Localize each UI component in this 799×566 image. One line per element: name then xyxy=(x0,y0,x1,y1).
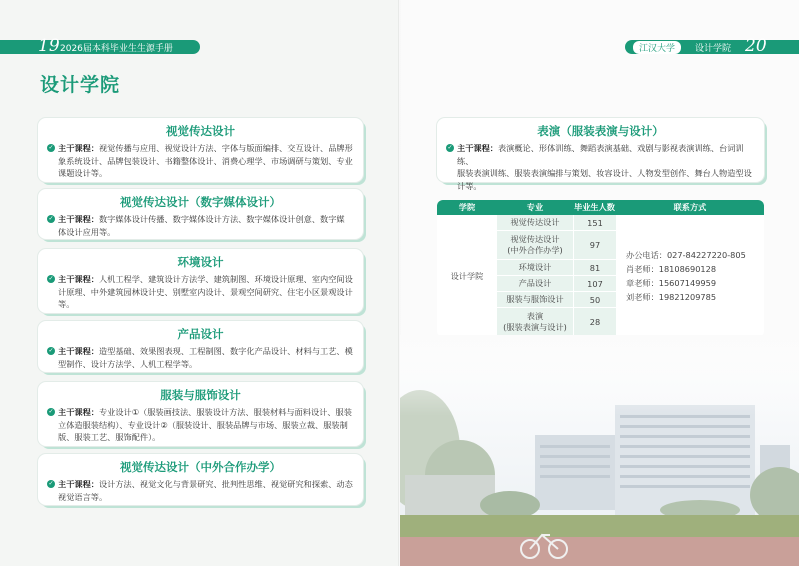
check-icon: ✓ xyxy=(447,144,453,151)
college-cell: 设计学院 xyxy=(437,215,497,337)
course-line: 人机工程学、建筑设计方法学、建筑制图、环境设计原理、室内空间设 xyxy=(98,274,353,284)
page-title: 设计学院 xyxy=(40,74,121,96)
course-line: 造型基础、效果图表现、工程制图、数字化产品设计、材料与工艺、模 xyxy=(98,346,353,356)
course-line: 数字媒体设计传播、数字媒体设计方法、数字媒体设计创意、数字媒 xyxy=(98,214,345,224)
major-card-fashion xyxy=(38,382,363,446)
major-card-sino-foreign xyxy=(38,454,363,505)
header-major: 专业 xyxy=(497,200,573,215)
course-label: 主干课程： xyxy=(58,274,99,284)
left-header-title: 2026届本科毕业生生源手册 xyxy=(60,44,173,54)
course-line: 服装表演训练、服装表演编排与策划、妆容设计、人物发型创作、舞台人物造型设 xyxy=(457,168,752,179)
major-courses xyxy=(49,345,353,370)
course-line: 体设计应用等。 xyxy=(58,226,116,237)
major-cell: 表演 (服装表演与设计) xyxy=(497,308,573,337)
check-icon: ✓ xyxy=(48,347,54,354)
count-cell: 97 xyxy=(573,231,616,260)
count-cell: 28 xyxy=(573,308,616,337)
contact-line: 肖老师：18108690128 xyxy=(626,264,717,274)
major-cell: 环境设计 xyxy=(497,260,573,276)
check-icon: ✓ xyxy=(48,408,54,415)
major-cell: 视觉传达设计 xyxy=(497,215,573,231)
major-card-visual-communication xyxy=(38,118,363,182)
course-label: 主干课程： xyxy=(58,214,99,224)
major-cell: 产品设计 xyxy=(497,276,573,292)
major-card-digital-media xyxy=(38,189,363,239)
course-line: 等。 xyxy=(58,299,75,310)
course-line: 型制作、设计方法学、人机工程学等。 xyxy=(58,358,198,369)
course-line: 象系统设计、品牌包装设计、书籍整体设计、消费心理学、市场调研与策划、专业 xyxy=(58,155,353,166)
check-icon: ✓ xyxy=(48,480,54,487)
course-line: 计原理、中外建筑园林设计史、别墅室内设计、景观空间研究、住宅小区景观设计 xyxy=(58,286,353,297)
major-title: 产品设计 xyxy=(177,327,224,341)
major-courses xyxy=(49,142,353,180)
check-icon: ✓ xyxy=(48,144,54,151)
major-courses xyxy=(49,406,353,444)
check-icon: ✓ xyxy=(48,215,54,222)
course-line: 设计方法、视觉文化与背景研究、批判性思维、视觉研究和探索、动态 xyxy=(98,479,353,489)
count-cell: 151 xyxy=(573,215,616,231)
course-line: 视觉传播与应用、视觉设计方法、字体与版面编排、交互设计、品牌形 xyxy=(98,143,353,153)
left-page-number: 19 xyxy=(38,36,60,56)
major-cell: 视觉传达设计 (中外合作办学) xyxy=(497,231,573,260)
header-count: 毕业生人数 xyxy=(573,200,616,215)
contact-line: 办公电话：027-84227220-805 xyxy=(626,250,746,260)
course-label: 主干课程： xyxy=(58,407,99,417)
right-header-dept: 设计学院 xyxy=(695,44,732,54)
major-card-environment xyxy=(38,249,363,313)
campus-photo-illustration xyxy=(400,335,799,566)
major-courses xyxy=(448,142,754,192)
course-line: 立体造服装结构）、专业设计②（服装设计、服装品牌与市场、服装立裁、服装制 xyxy=(58,419,348,430)
campus-photo xyxy=(400,335,799,566)
count-cell: 107 xyxy=(573,276,616,292)
course-label: 主干课程： xyxy=(58,143,99,153)
major-title: 环境设计 xyxy=(177,255,224,269)
course-line: 版、服装工艺、服饰配件）。 xyxy=(58,432,161,443)
major-cell: 服装与服饰设计 xyxy=(497,292,573,308)
course-line: 课题设计等。 xyxy=(58,168,108,179)
major-card-performance xyxy=(437,118,764,191)
major-title: 表演（服装表演与设计） xyxy=(537,124,664,138)
right-header-school: 江汉大学 xyxy=(633,41,681,54)
check-icon: ✓ xyxy=(48,275,54,282)
major-title: 视觉传达设计（中外合作办学） xyxy=(120,460,281,474)
header-contact: 联系方式 xyxy=(616,200,764,215)
right-page-number: 20 xyxy=(745,36,767,56)
course-label: 主干课程： xyxy=(58,479,99,489)
major-courses xyxy=(49,213,353,238)
table-row xyxy=(437,215,764,231)
table-header-row xyxy=(437,200,764,215)
graduate-table xyxy=(437,200,764,337)
header-college: 学院 xyxy=(437,200,497,215)
major-courses xyxy=(49,273,353,311)
right-header-bar xyxy=(625,36,799,56)
major-title: 视觉传达设计 xyxy=(166,124,235,138)
course-line: 表演概论、形体训练、舞蹈表演基础、戏剧与影视表演训练、台词训练、 xyxy=(457,143,744,166)
left-header-bar xyxy=(0,36,200,56)
major-courses xyxy=(49,478,353,503)
course-label: 主干课程： xyxy=(457,143,498,153)
contact-cell xyxy=(616,215,764,337)
contact-line: 刘老师：19821209785 xyxy=(626,292,717,302)
contact-line: 章老师：15607149959 xyxy=(626,278,717,288)
major-title: 服装与服饰设计 xyxy=(160,388,241,402)
count-cell: 50 xyxy=(573,292,616,308)
major-card-product xyxy=(38,321,363,372)
course-line: 专业设计①（服装画技法、服装设计方法、服装材料与面料设计、服装 xyxy=(98,407,352,417)
count-cell: 81 xyxy=(573,260,616,276)
course-line: 计等。 xyxy=(457,180,482,191)
major-title: 视觉传达设计（数字媒体设计） xyxy=(120,195,281,209)
course-label: 主干课程： xyxy=(58,346,99,356)
course-line: 视觉语言等。 xyxy=(58,491,108,502)
